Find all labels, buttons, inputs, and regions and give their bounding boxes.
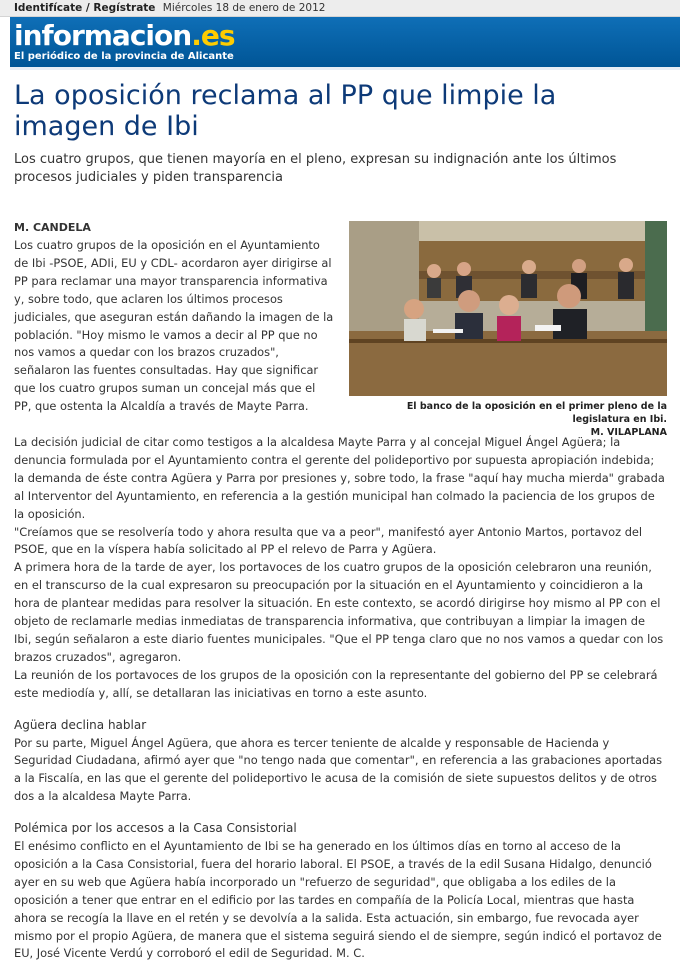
article-body <box>14 434 666 963</box>
topbar-separator: / <box>82 2 94 14</box>
caption-text: El banco de la oposición en el primer pleno de la legislatura en Ibi. <box>406 401 667 425</box>
login-link[interactable]: Identifícate <box>14 2 83 14</box>
article-byline: M. CANDELA <box>14 221 91 234</box>
body-paragraph: La decisión judicial de citar como testigos a la alcaldesa Mayte Parra y al concejal Miguel Ángel Agüera; la denuncia formulada por el Ayuntamiento contra el gerente del polideportivo por supuesta apropiación indebida; la demanda de éste contra Agüera y Parra por presiones y, sobre todo, la frase "aquí hay mucha mierda" grabada al Interventor del Ayuntamiento, en referencia a la gestión municipal han colmado la paciencia de los grupos de la oposición. <box>14 435 665 521</box>
top-bar <box>0 0 680 17</box>
current-date: Miércoles 18 de enero de 2012 <box>162 2 326 14</box>
article-headline: La oposición reclama al PP que limpie la imagen de Ibi <box>14 80 557 142</box>
body-paragraph: "Creíamos que se resolvería todo y ahora resulta que va a peor", manifestó ayer Antonio Martos, portavoz del PSOE, que en la víspera había solicitado al PP el relevo de Parra y Agüera. <box>14 524 643 557</box>
section-title-aguera: Agüera declina hablar <box>14 717 147 732</box>
council-session-photo <box>349 221 667 396</box>
masthead <box>10 17 680 70</box>
lead-paragraph: Los cuatro grupos de la oposición en el Ayuntamiento de Ibi -PSOE, ADIi, EU y CDL- acordaron ayer dirigirse al PP para reclamar una mayor transparencia informativa y, sobre todo, que aclaren los últimos procesos judiciales, que aseguran están dañando la imagen de la población. "Hoy mismo le vamos a decir al PP que no nos vamos a quedar con los brazos cruzados", señalaron las fuentes consultadas. Hay que significar que los cuatro grupos suman un concejal más que el PP, que ostenta la Alcaldía a través de Mayte Parra. <box>14 238 334 414</box>
site-tagline: El periódico de la provincia de Alicante <box>14 51 234 62</box>
site-logo[interactable] <box>14 19 235 52</box>
logo-suffix: .es <box>191 19 235 52</box>
article-subhead: Los cuatro grupos, que tienen mayoría en el pleno, expresan su indignación ante los últimos procesos judiciales y piden transparencia <box>14 152 617 185</box>
logo-main: informacion <box>14 19 192 52</box>
register-link[interactable]: Regístrate <box>93 2 156 14</box>
section-text-aguera: Por su parte, Miguel Ángel Agüera, que ahora es tercer teniente de alcalde y responsable de Hacienda y Seguridad Ciudadana, afirmó ayer que "no tengo nada que comentar", en referencia a las grabaciones aportadas a la Fiscalía, en las que el gerente del polideportivo le acusa de la comisión de siete supuestos delitos y de otros dos a la alcaldesa Mayte Parra. <box>14 735 663 804</box>
body-paragraph: La reunión de los portavoces de los grupos de la oposición con la representante del gobierno del PP se celebrará este mediodía y, allí, se detallaran las iniciativas en torno a este asunto. <box>14 667 658 700</box>
section-text-accesos: El enésimo conflicto en el Ayuntamiento de Ibi se ha generado en los últimos días en torno al acceso de la oposición a la Casa Consistorial, fuera del horario laboral. El PSOE, a través de la edil Susana Hidalgo, denunció ayer en su web que Agüera había incorporado un "refuerzo de seguridad", que obligaba a los ediles de la oposición a tener que entrar en el edificio por las tardes en compañía de la Policía Local, mientras que hasta ahora se recogía la llave en el retén y se devolvía a la salida. Esta actuación, sin embargo, fue revocada ayer mismo por el propio Agüera, de manera que el sistema seguirá siendo el de siempre, según indicó el portavoz de EU, José Vicente Verdú y corroboró el edil de Seguridad. M. C. <box>14 839 662 961</box>
article-photo[interactable] <box>349 221 667 396</box>
photo-credit: M. VILAPLANA <box>590 427 667 438</box>
section-title-accesos: Polémica por los accesos a la Casa Consistorial <box>14 821 297 836</box>
body-paragraph: A primera hora de la tarde de ayer, los portavoces de los cuatro grupos de la oposición celebraron una reunión, en el transcurso de la cual expresaron su preocupación por la situación en el Ayuntamiento y coincidieron a la hora de plantear medidas para resolver la situación. En este contexto, se acordó dirigirse hoy mismo al PP con el objeto de reclamarle medias inmediatas de transparencia informativa, que contribuyan a limpiar la imagen de Ibi, según señalaron a este diario fuentes municipales. "Que el PP tenga claro que no nos vamos a quedar con los brazos cruzados", agregaron. <box>14 560 664 664</box>
